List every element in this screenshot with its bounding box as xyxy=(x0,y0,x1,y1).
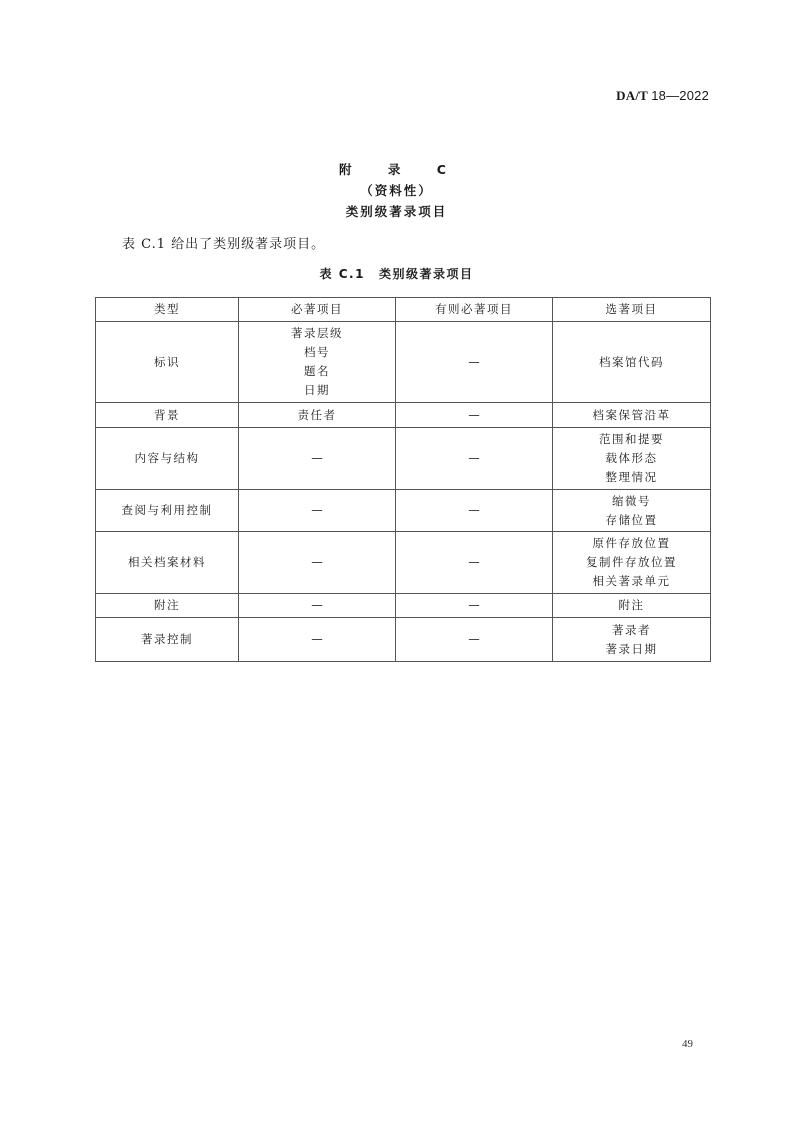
item-text: 范围和提要 xyxy=(599,432,664,446)
item-text: 档号 xyxy=(304,345,330,359)
item-text: 整理情况 xyxy=(605,470,658,484)
table-row xyxy=(96,594,711,618)
cell-conditional: — xyxy=(396,403,553,428)
cell-optional xyxy=(553,490,711,532)
cell-conditional: — xyxy=(396,594,553,618)
table-row xyxy=(96,428,711,490)
cell-conditional: — xyxy=(396,490,553,532)
item-text: 档案馆代码 xyxy=(599,354,664,369)
page-number: 49 xyxy=(682,1038,693,1050)
column-header-required: 必著项目 xyxy=(239,298,396,322)
item-text: 相关著录单元 xyxy=(592,574,671,588)
cell-required: — xyxy=(239,532,396,594)
item-text: 著录日期 xyxy=(605,641,658,656)
cell-type: 标识 xyxy=(96,322,239,403)
cell-type: 著录控制 xyxy=(96,618,239,662)
table-caption-number: 表 C.1 xyxy=(319,267,365,281)
cell-required: — xyxy=(239,428,396,490)
item-text: 题名 xyxy=(304,364,330,378)
cell-type: 相关档案材料 xyxy=(96,532,239,594)
table-row xyxy=(96,618,711,662)
catalog-items-table xyxy=(95,297,711,662)
column-header-conditional: 有则必著项目 xyxy=(396,298,553,322)
cell-required: — xyxy=(239,618,396,662)
cell-optional xyxy=(553,532,711,594)
cell-optional xyxy=(553,618,711,662)
cell-required: — xyxy=(239,490,396,532)
cell-required xyxy=(239,322,396,403)
table-caption xyxy=(0,265,793,282)
table-row xyxy=(96,403,711,428)
item-text: 存储位置 xyxy=(605,512,658,527)
cell-conditional: — xyxy=(396,618,553,662)
table-row xyxy=(96,490,711,532)
column-header-optional: 选著项目 xyxy=(553,298,711,322)
standard-code xyxy=(616,88,709,104)
cell-conditional: — xyxy=(396,532,553,594)
appendix-title: 附 录 C xyxy=(339,162,462,177)
item-text: 缩微号 xyxy=(612,493,651,508)
appendix-nature: （资料性） xyxy=(360,183,433,198)
table-row xyxy=(96,322,711,403)
standard-prefix: DA/T xyxy=(616,88,648,103)
table-row xyxy=(96,532,711,594)
cell-optional: 附注 xyxy=(553,594,711,618)
cell-type: 背景 xyxy=(96,403,239,428)
item-text: 载体形态 xyxy=(605,451,658,465)
cell-type: 查阅与利用控制 xyxy=(96,490,239,532)
standard-number: 18—2022 xyxy=(651,88,709,103)
item-text: 著录层级 xyxy=(291,326,343,340)
cell-conditional: — xyxy=(396,322,553,403)
cell-required: — xyxy=(239,594,396,618)
cell-type: 内容与结构 xyxy=(96,428,239,490)
table-caption-title: 类别级著录项目 xyxy=(378,267,474,281)
column-header-type: 类型 xyxy=(96,298,239,322)
item-text: 著录者 xyxy=(612,622,651,637)
cell-optional xyxy=(553,322,711,403)
appendix-subject: 类别级著录项目 xyxy=(345,204,448,219)
cell-optional: 档案保管沿革 xyxy=(553,403,711,428)
cell-type: 附注 xyxy=(96,594,239,618)
cell-conditional: — xyxy=(396,428,553,490)
table-header-row xyxy=(96,298,711,322)
cell-optional xyxy=(553,428,711,490)
intro-paragraph: 表 C.1 给出了类别级著录项目。 xyxy=(122,237,326,252)
item-text: 原件存放位置 xyxy=(592,536,671,550)
item-text: 复制件存放位置 xyxy=(586,555,677,569)
item-text: 日期 xyxy=(304,383,330,397)
cell-required: 责任者 xyxy=(239,403,396,428)
